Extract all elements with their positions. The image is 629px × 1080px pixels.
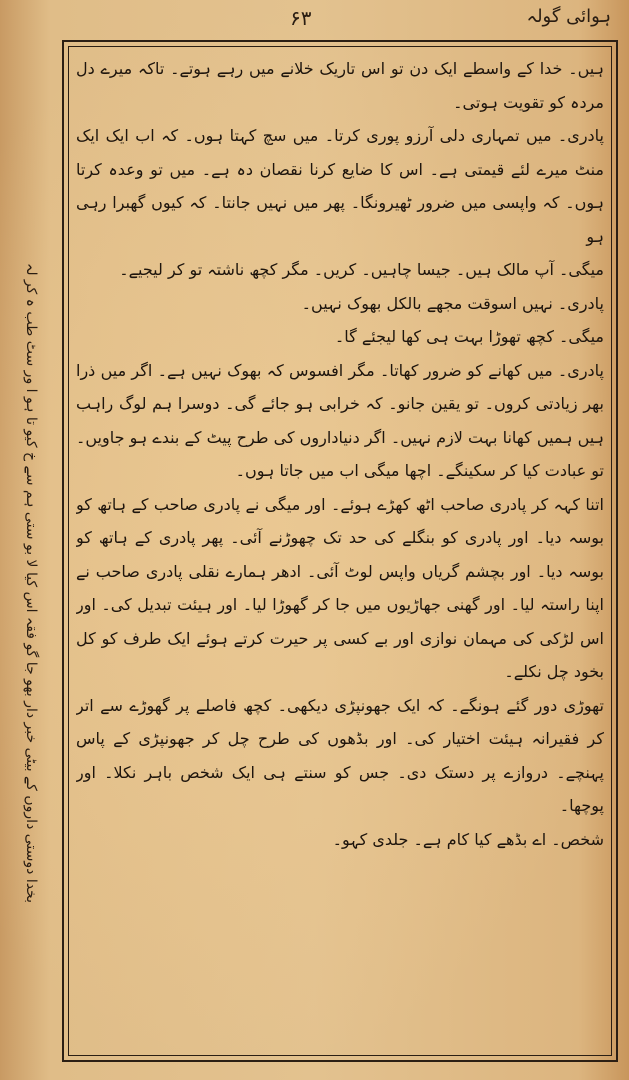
paragraph: ہیں۔ خدا کے واسطے ایک دن تو اس تاریک خلانے میں رہے ہوتے۔ تاکہ میرے دل مردہ کو تقویت ہوتی۔ bbox=[76, 59, 604, 112]
paragraph: پادری۔ میں کھانے کو ضرور کھاتا۔ مگر افسوس کہ بھوک نہیں ہے۔ اگر میں ذرا بھر زیادتی کروں۔ تو یقین جانو۔ کہ خرابی ہو جائے گی۔ دوسرا ہم لوگ راہب ہیں ہمیں کھانا بہت لازم نہیں۔ اگر دنیاداروں کی طرح پیٹ کے بندے ہو جاویں۔ تو عبادت کیا کر سکینگے۔ اچھا میگی اب میں جاتا ہوں۔ bbox=[76, 360, 604, 480]
paragraph: اتنا کہہ کر پادری صاحب اٹھ کھڑے ہوئے۔ اور میگی نے پادری صاحب کے ہاتھ کو بوسہ دیا۔ اور پادری کو بنگلے کی حد تک چھوڑنے آئی۔ پھر پادری کے ہاتھ کو بوسہ دیا۔ اور بچشم گریاں واپس لوٹ آئی۔ ادھر ہمارے نقلی پادری صاحب نے اپنا راستہ لیا۔ اور گھنی جھاڑیوں میں جا کر گھوڑا لیا۔ اور ہیئت تبدیل کی۔ اور اس لڑکی کی مہمان نوازی اور بے کسی پر حیرت کرتے ہوئے ایک طرف کو کل بخود چل نکلے۔ bbox=[76, 494, 604, 681]
running-title: ہوائی گولہ bbox=[526, 6, 611, 27]
margin-note-text: بخدا دوستی داروں کے بیٹی خبر دار بھو جا گو فقہ اس کیا لا بو ستی ہم سے خ کیو تا ہو ا ور سٹ طب ہ کر لہ bbox=[23, 263, 39, 903]
paragraph: میگی۔ کچھ تھوڑا بہت ہی کھا لیجئے گا۔ bbox=[334, 327, 604, 346]
paragraph: تھوڑی دور گئے ہونگے۔ کہ ایک جھونپڑی دیکھی۔ کچھ فاصلے پر گھوڑے سے اتر کر فقیرانہ ہیئت اختیار کی۔ اور بڈھوں کی طرح چل کر جھونپڑی کے پاس پہنچے۔ دروازے پر دستک دی۔ جس کو سنتے ہی ایک شخص باہر نکلا۔ اور پوچھا۔ bbox=[76, 695, 604, 815]
page-header bbox=[0, 4, 629, 40]
paragraph: پادری۔ میں تمہاری دلی آرزو پوری کرتا۔ میں سچ کہتا ہوں۔ کہ اب ایک ایک منٹ میرے لئے قیمتی ہے۔ اس کا ضایع کرنا نقصان دہ ہے۔ میں تو وعدہ کرتا ہوں۔ کہ واپسی میں ضرور ٹھیرونگا۔ پھر میں نہیں جانتا۔ کہ کیوں گھبرا رہی ہو bbox=[76, 126, 604, 246]
margin-note bbox=[8, 263, 54, 903]
body-text bbox=[76, 52, 604, 1052]
paragraph: میگی۔ آپ مالک ہیں۔ جیسا چاہیں۔ کریں۔ مگر کچھ ناشتہ تو کر لیجیے۔ bbox=[119, 260, 604, 279]
page-number: ۶۳ bbox=[290, 6, 312, 30]
paragraph: پادری۔ نہیں اسوقت مجھے بالکل بھوک نہیں۔ bbox=[301, 293, 604, 313]
paragraph: شخص۔ اے بڈھے کیا کام ہے۔ جلدی کہو۔ bbox=[332, 829, 604, 849]
